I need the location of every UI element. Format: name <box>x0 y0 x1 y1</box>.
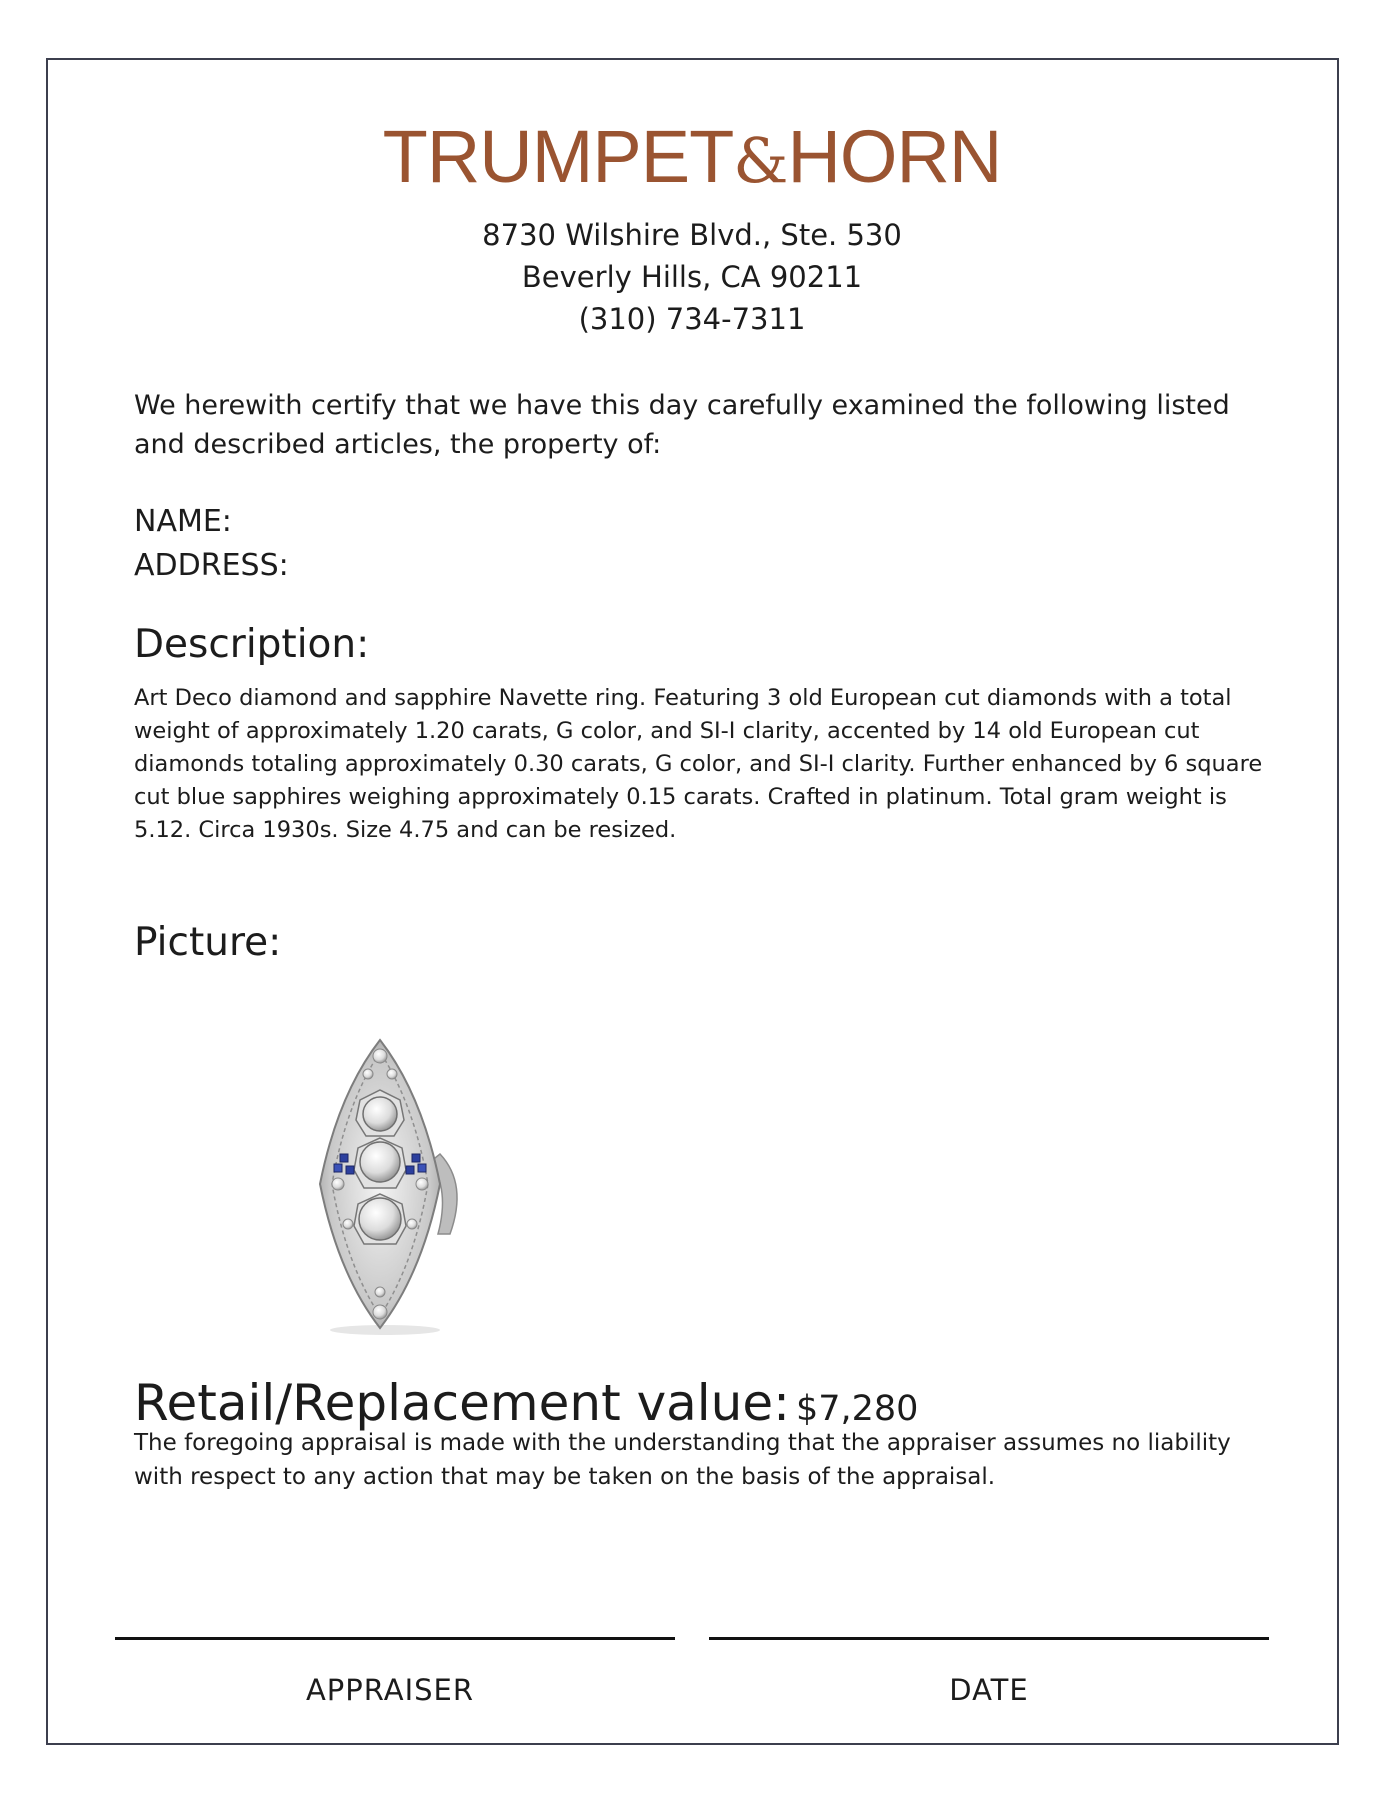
liability-disclaimer: The foregoing appraisal is made with the understanding that the appraiser assumes no liability with respect to any action that may be taken on the basis of the appraisal. <box>134 1430 1231 1490</box>
phone-number: (310) 734-7311 <box>578 302 806 336</box>
address-label: ADDRESS: <box>134 548 289 583</box>
brand-ampersand: & <box>733 124 788 197</box>
company-address <box>0 214 1384 340</box>
date-signature-line <box>709 1637 1269 1640</box>
brand-name-part1: TRUMPET <box>382 115 734 198</box>
retail-value-amount: $7,280 <box>795 1389 919 1429</box>
brand-name-part2: HORN <box>787 115 1002 198</box>
appraiser-label: APPRAISER <box>305 1673 475 1707</box>
date-label: DATE <box>949 1673 1029 1707</box>
picture-heading: Picture: <box>134 920 282 965</box>
description-heading: Description: <box>134 622 370 667</box>
name-label: NAME: <box>134 504 232 539</box>
retail-value-label: Retail/Replacement value: <box>134 1374 790 1432</box>
brand-logo <box>0 112 1384 206</box>
address-line-2: Beverly Hills, CA 90211 <box>521 260 863 294</box>
description-text: Art Deco diamond and sapphire Navette ring. Featuring 3 old European cut diamonds with a total weight of approximately 1.20 carats, G color, and SI-I clarity, accented by 14 old European cut diamonds totaling approximately 0.30 carats, G color, and SI-I clarity. Further enhanced by 6 square cut blue sapphires weighing approximately 0.15 carats. Crafted in platinum. Total gram weight is 5.12. Circa 1930s. Size 4.75 and can be resized. <box>134 685 1263 843</box>
address-line-1: 8730 Wilshire Blvd., Ste. 530 <box>482 218 902 252</box>
ring-photo <box>290 1034 480 1336</box>
appraiser-signature-line <box>115 1637 675 1640</box>
owner-fields <box>134 500 1274 588</box>
certification-intro: We herewith certify that we have this day carefully examined the following listed and described articles, the property of: <box>134 390 1230 460</box>
